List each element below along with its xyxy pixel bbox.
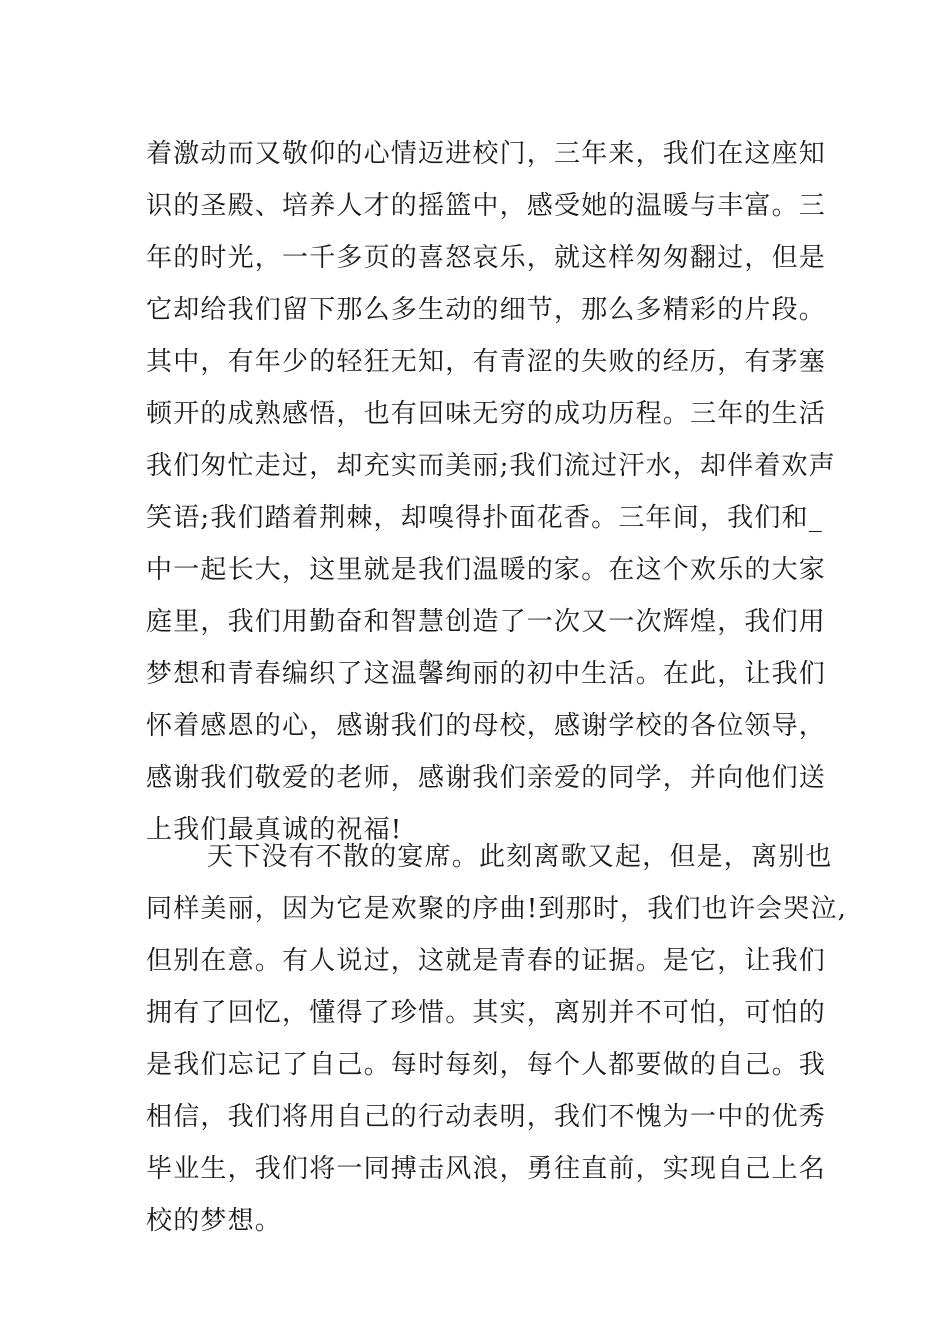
paragraph-line: 感谢我们敬爱的老师，感谢我们亲爱的同学，并向他们送	[146, 763, 827, 793]
paragraph-line: 相信，我们将用自己的行动表明，我们不愧为一中的优秀	[146, 1102, 827, 1132]
paragraph-line: 年的时光，一千多页的喜怒哀乐，就这样匆匆翻过，但是	[146, 243, 827, 273]
paragraph-2	[146, 831, 848, 1247]
paragraph-line: 庭里，我们用勤奋和智慧创造了一次又一次辉煌，我们用	[146, 607, 827, 637]
paragraph-line: 笑语;我们踏着荆棘，却嗅得扑面花香。三年间，我们和_	[146, 503, 823, 533]
paragraph-line: 校的梦想。	[146, 1206, 283, 1236]
paragraph-line: 怀着感恩的心，感谢我们的母校，感谢学校的各位领导，	[146, 711, 827, 741]
paragraph-line: 上我们最真诚的祝福!	[146, 815, 403, 845]
paragraph-first-line: 天下没有不散的宴席。此刻离歌又起，但是，离别也	[207, 842, 833, 872]
paragraph-line: 但别在意。有人说过，这就是青春的证据。是它，让我们	[146, 946, 827, 976]
paragraph-line: 毕业生，我们将一同搏击风浪，勇往直前，实现自己上名	[146, 1154, 827, 1184]
paragraph-line: 是我们忘记了自己。每时每刻，每个人都要做的自己。我	[146, 1050, 827, 1080]
paragraph-line: 我们匆忙走过，却充实而美丽;我们流过汗水，却伴着欢声	[146, 451, 836, 481]
paragraph-line: 拥有了回忆，懂得了珍惜。其实，离别并不可怕，可怕的	[146, 998, 827, 1028]
paragraph-line: 同样美丽，因为它是欢聚的序曲!到那时，我们也许会哭泣,	[146, 894, 848, 924]
paragraph-line: 识的圣殿、培养人才的摇篮中，感受她的温暖与丰富。三	[146, 191, 827, 221]
paragraph-line: 顿开的成熟感悟，也有回味无穷的成功历程。三年的生活	[146, 399, 827, 429]
paragraph-line: 它却给我们留下那么多生动的细节，那么多精彩的片段。	[146, 295, 827, 325]
paragraph-line: 中一起长大，这里就是我们温暖的家。在这个欢乐的大家	[146, 555, 827, 585]
paragraph-line: 着激动而又敬仰的心情迈进校门，三年来，我们在这座知	[146, 139, 827, 169]
paragraph-1	[146, 128, 836, 856]
paragraph-line: 其中，有年少的轻狂无知，有青涩的失败的经历，有茅塞	[146, 347, 827, 377]
paragraph-line: 梦想和青春编织了这温馨绚丽的初中生活。在此，让我们	[146, 659, 827, 689]
